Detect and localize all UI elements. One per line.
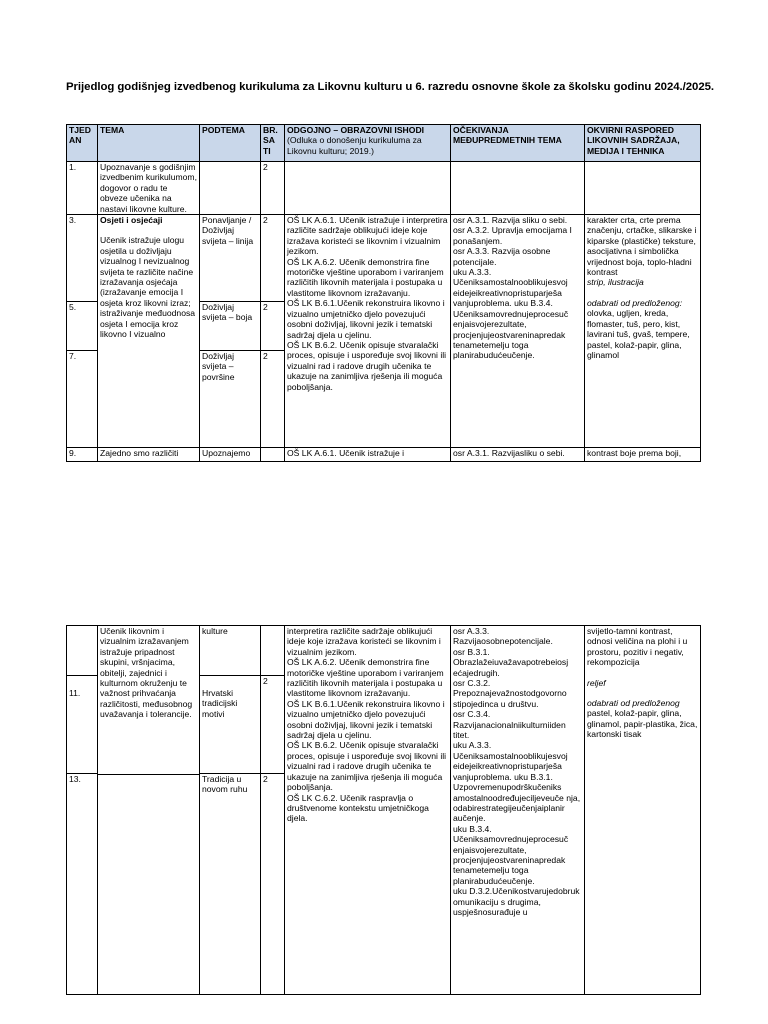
curriculum-table-page2 xyxy=(66,625,701,995)
podtema-cell: Doživljaj svijeta – površine xyxy=(200,351,261,448)
week-cell: 7. xyxy=(67,351,98,448)
sati-cell: 2 xyxy=(261,774,285,995)
tema-cell xyxy=(98,215,200,448)
sati-cell: 2 xyxy=(261,302,285,351)
okvirni-list: olovka, ugljen, kreda, flomaster, tuš, pero, kist, lavirani tuš, gvaš, tempere, pastel, kolaž-papir, glina, glinamol xyxy=(587,308,690,360)
week-cell: 11. xyxy=(67,676,98,774)
header-ocekivanja: OČEKIVANJA MEĐUPREDMETNIH TEMA xyxy=(451,125,585,162)
okvirni-cell xyxy=(585,215,701,448)
document-title: Prijedlog godišnjeg izvedbenog kurikuluma za Likovnu kulturu u 6. razredu osnovne škole za školsku godinu 2024./2025. xyxy=(66,81,715,93)
sati-cell xyxy=(261,626,285,676)
week-cell: 3. xyxy=(67,215,98,302)
ishodi-cell xyxy=(285,162,451,215)
podtema-cell: kulture xyxy=(200,626,261,676)
okvirni-cell: kontrast boje prema boji, xyxy=(585,448,701,462)
ocekivanja-cell: osr A.3.3. Razvijaosobnepotencijale. osr B.3.1. Obrazlažeiuvažavapotrebeiosj ećajedrugih. osr C.3.2. Prepoznajevažnostodgovorno stipojedinca u društvu. osr C.3.4. Razvijanacionalniikulturniiden titet. uku A.3.3. Učeniksamostalnooblikujesvoj eidejeikreativnopristuparješa vanjuproblema. uku B.3.1. Uzpovremenupodrškučeniks amostalnoodređujeciljeveuče nja, odabirestrategijeučenjaiplanir aučenje. uku B.3.4. Učeniksamovrednujeprocesuč enjaisvojerezultate, procjenjujeostvareninapredak tenametemelju toga planirabudućeučenje. uku D.3.2.Učenikostvarujedobruk omunikaciju s drugima, uspješnosurađuje u xyxy=(451,626,585,995)
okvirni-italic: odabrati od predloženog xyxy=(587,698,680,709)
table-row xyxy=(67,626,701,676)
ishodi-cell: OŠ LK A.6.1. Učenik istražuje i interpretira različite sadržaje oblikujući ideje koje izražava koristeći se likovnim i vizualnim jezikom. OŠ LK A.6.2. Učenik demonstrira fine motoričke vještine uporabom i variranjem različitih likovnih materijala i postupaka u vlastitome likovnom izražavanju. OŠ LK B.6.1.Učenik rekonstruira likovno i vizualno umjetničko djelo povezujući osobni doživljaj, likovni jezik i tematski sadržaj djela u cjelinu. OŠ LK B.6.2. Učenik opisuje stvaralački proces, opisuje i uspoređuje svoj likovni ili vizualni rad i radove drugih učenika te ukazuje na zanimljiva rješenja ili moguća poboljšanja. xyxy=(285,215,451,448)
sati-cell xyxy=(261,448,285,462)
header-ishodi-title: ODGOJNO – OBRAZOVNI ISHODI xyxy=(287,125,425,135)
sati-cell: 2 xyxy=(261,676,285,774)
week-cell: 5. xyxy=(67,302,98,351)
theme-title: Osjeti i osjećaji xyxy=(100,215,163,226)
podtema-cell: Doživljaj svijeta – boja xyxy=(200,302,261,351)
podtema-cell: Upoznajemo xyxy=(200,448,261,462)
header-okvirni: OKVIRNI RASPORED LIKOVNIH SADRŽAJA, MEDIJA I TEHNIKA xyxy=(585,125,701,162)
podtema-cell: Tradicija u novom ruhu xyxy=(200,774,261,995)
week-cell: 13. xyxy=(67,774,98,995)
tema-cell: Učenik likovnim i vizualnim izražavanjem istražuje pripadnost skupini, vršnjacima, obitelji, zajednici i kulturnom okruženju te važnost prihvaćanja različitosti, međusobnog uvažavanja i tolerancije. xyxy=(98,626,200,775)
okvirni-italic: odabrati od predloženog: xyxy=(587,297,683,308)
ishodi-cell: OŠ LK A.6.1. Učenik istražuje i xyxy=(285,448,451,462)
ishodi-cell: interpretira različite sadržaje oblikujući ideje koje izražava koristeći se likovnim i vizualnim jezikom. OŠ LK A.6.2. Učenik demonstrira fine motoričke vještine uporabom i variranjem različitih likovnih materijala i postupaka u vlastitome likovnom izražavanju. OŠ LK B.6.1.Učenik rekonstruira likovno i vizualno umjetničko djelo povezujući osobni doživljaj, likovni jezik i tematski sadržaj djela u cjelinu. OŠ LK B.6.2. Učenik opisuje stvaralački proces, opisuje i uspoređuje svoj likovni ili vizualni rad i radove drugih učenika te ukazuje na zanimljiva rješenja ili moguća poboljšanja. OŠ LK C.6.2. Učenik raspravlja o društvenome kontekstu umjetničkoga djela. xyxy=(285,626,451,995)
podtema-cell xyxy=(200,162,261,215)
okvirni-text: karakter crta, crte prema značenju, crtačke, slikarske i kiparske (plastičke) teksture, asocijativna i simbolička vrijednost boja, toplo-hladni kontrast xyxy=(587,215,697,278)
okvirni-list: pastel, kolaž-papir, glina, glinamol, papir-plastika, žica, kartonski tisak xyxy=(587,708,698,740)
okvirni-italic: strip, ilustracija xyxy=(587,277,644,288)
header-ishodi-subtitle: (Odluka o donošenju kurikuluma za Likovnu kulturu; 2019.) xyxy=(287,135,422,156)
theme-description: Učenik istražuje ulogu osjetila u doživljaju vizualnog I nevizualnog svijeta te različite načine izražavanja osjećaja (izražavanje emocija I osjeta kroz likovni izraz; istraživanje međuodnosa osjeta I emocija kroz likovno I vizualno xyxy=(100,235,196,340)
podtema-cell: Ponavljanje / Doživljaj svijeta – linija xyxy=(200,215,261,302)
header-podtema: PODTEMA xyxy=(200,125,261,162)
sati-cell: 2 xyxy=(261,162,285,215)
okvirni-text: svijetlo-tamni kontrast, odnosi veličina na plohi i u prostoru, pozitiv i negativ, rekompozicija xyxy=(587,626,688,668)
table-header-row xyxy=(67,125,701,162)
header-ishodi xyxy=(285,125,451,162)
ocekivanja-cell: osr A.3.1. Razvijasliku o sebi. xyxy=(451,448,585,462)
ocekivanja-cell: osr A.3.1. Razvija sliku o sebi. osr A.3.2. Upravlja emocijama I ponašanjem. osr A.3.3. Razvija osobne potencijale. uku A.3.3. Učeniksamostalnooblikujesvoj eidejeikreativnopristuparješa vanjuproblema. uku B.3.4. Učeniksamovrednujeprocesuč enjaisvojerezultate, procjenjujeostvareninapredak tenametemelju toga planirabudućeučenje. xyxy=(451,215,585,448)
tema-cell: Zajedno smo različiti xyxy=(98,448,200,462)
header-br-sati: BR. SA TI xyxy=(261,125,285,162)
table-row xyxy=(67,215,701,302)
header-tema: TEMA xyxy=(98,125,200,162)
header-tjedan: TJED AN xyxy=(67,125,98,162)
okvirni-cell xyxy=(585,162,701,215)
okvirni-italic: reljef xyxy=(587,677,606,688)
tema-cell: Upoznavanje s godišnjim izvedbenim kurikulumom, dogovor o radu te obveze učenika na nastavi likovne kulture. xyxy=(98,162,200,215)
table-row xyxy=(67,162,701,215)
week-cell: 1. xyxy=(67,162,98,215)
ocekivanja-cell xyxy=(451,162,585,215)
sati-cell: 2 xyxy=(261,351,285,448)
table-row xyxy=(67,448,701,462)
week-cell: 9. xyxy=(67,448,98,462)
tema-cell xyxy=(98,775,200,995)
sati-cell: 2 xyxy=(261,215,285,302)
week-cell xyxy=(67,626,98,676)
podtema-cell: Hrvatski tradicijski motivi xyxy=(200,676,261,774)
okvirni-cell xyxy=(585,626,701,995)
curriculum-table-page1 xyxy=(66,124,701,462)
